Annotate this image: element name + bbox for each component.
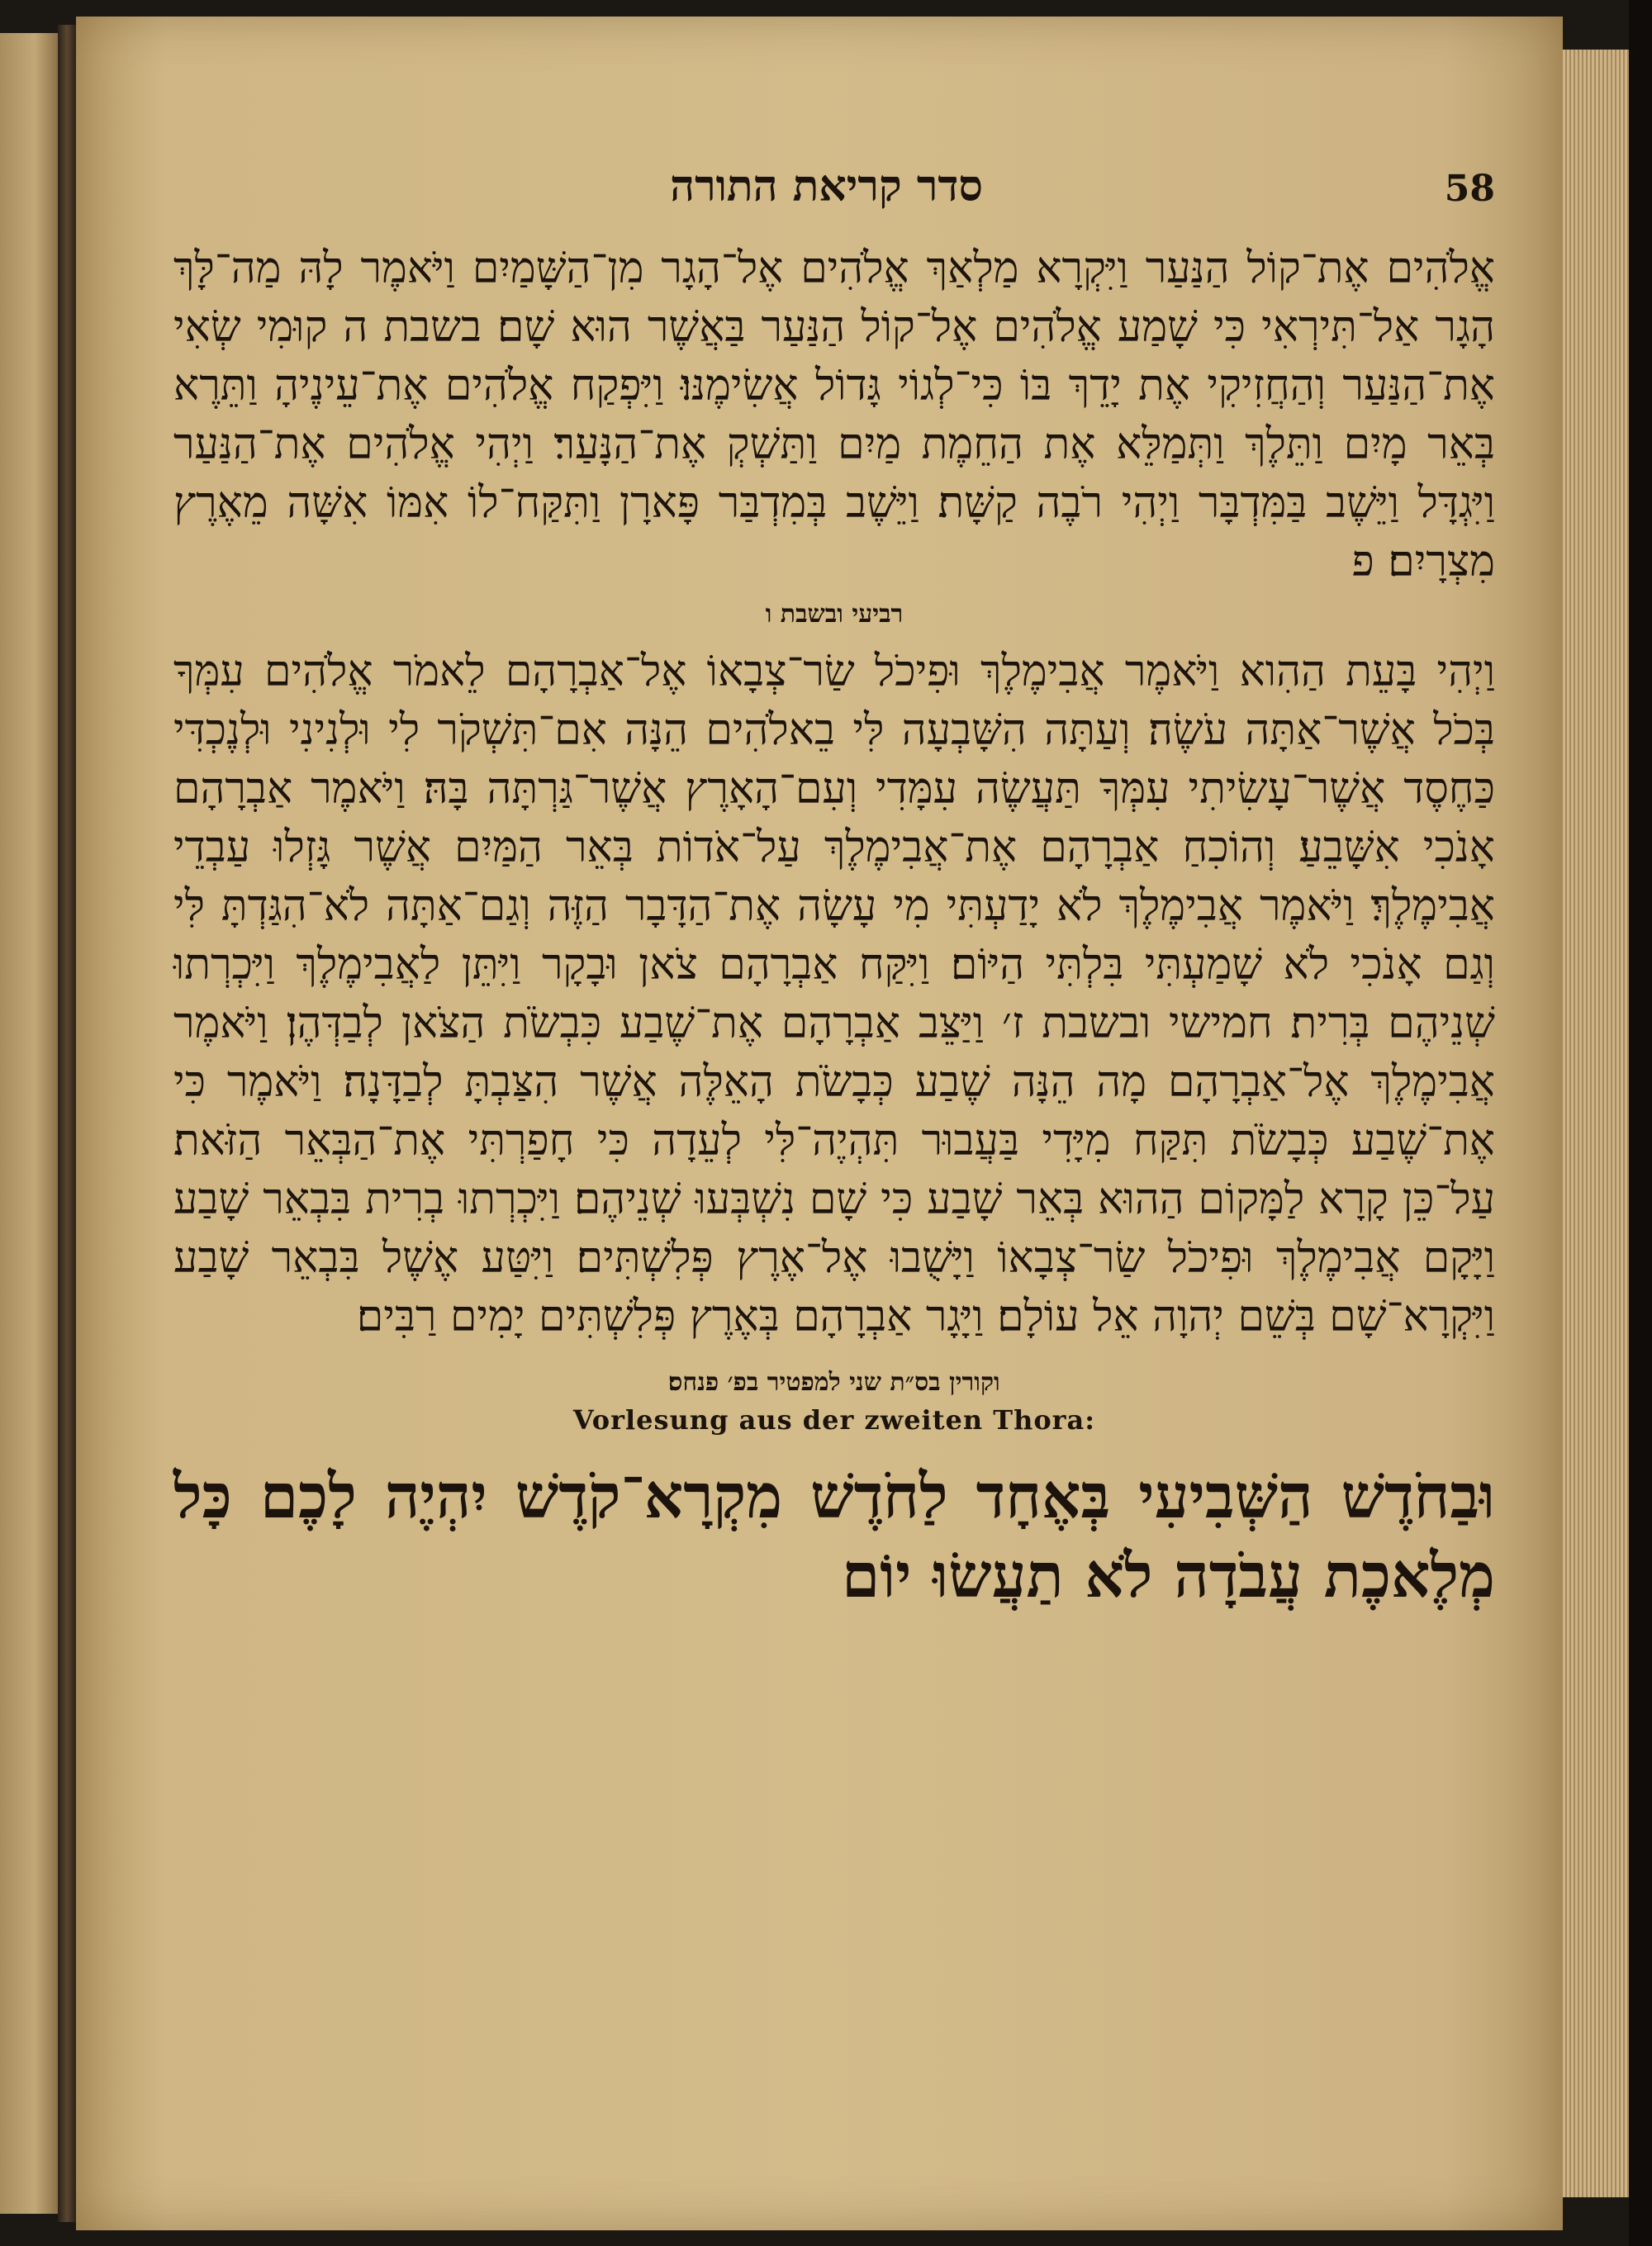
page-header (173, 161, 1495, 240)
running-title: סדר קריאת התורה (670, 161, 983, 211)
section-note-2: וקורין בס״ת שני למפטיר בפ׳ פנחס׃ (668, 1368, 1000, 1397)
text-paragraph-2: וַיְהִי בָּעֵת הַהִוא וַיֹּאמֶר אֲבִימֶלֶךְ וּפִיכֹל שַׂר־צְבָאוֹ אֶל־אַבְרָהָם לֵאמֹר אֱלֹהִים עִמְּךָ בְּכֹל אֲשֶׁר־אַתָּה עֹשֶׂה׃ וְעַתָּה הִשָּׁבְעָה לִּי בֵאלֹהִים הֵנָּה אִם־תִּשְׁקֹר לִי וּלְנִינִי וּלְנֶכְדִּי כַּחֶסֶד אֲשֶׁר־עָשִׂיתִי עִמְּךָ תַּעֲשֶׂה עִמָּדִי וְעִם־הָאָרֶץ אֲשֶׁר־גַּרְתָּה בָּהּ׃ וַיֹּאמֶר אַבְרָהָם אָנֹכִי אִשָּׁבֵעַ׃ וְהוֹכִחַ אַבְרָהָם אֶת־אֲבִימֶלֶךְ עַל־אֹדוֹת בְּאֵר הַמַּיִם אֲשֶׁר גָּזְלוּ עַבְדֵי אֲבִימֶלֶךְ׃ וַיֹּאמֶר אֲבִימֶלֶךְ לֹא יָדַעְתִּי מִי עָשָׂה אֶת־הַדָּבָר הַזֶּה וְגַם־אַתָּה לֹא־הִגַּדְתָּ לִּי וְגַם אָנֹכִי לֹא שָׁמַעְתִּי בִּלְתִּי הַיּוֹם׃ וַיִּקַּח אַבְרָהָם צֹאן וּבָקָר וַיִּתֵּן לַאֲבִימֶלֶךְ וַיִּכְרְתוּ שְׁנֵיהֶם בְּרִית׃ חמישי ובשבת ז׳ וַיַּצֵּב אַבְרָהָם אֶת־שֶׁבַע כִּבְשֹׂת הַצֹּאן לְבַדְּהֶן׃ וַיֹּאמֶר אֲבִימֶלֶךְ אֶל־אַבְרָהָם מָה הֵנָּה שֶׁבַע כְּבָשֹׂת הָאֵלֶּה אֲשֶׁר הִצַּבְתָּ לְבַדָּנָה׃ וַיֹּאמֶר כִּי אֶת־שֶׁבַע כְּבָשֹׂת תִּקַּח מִיָּדִי בַּעֲבוּר תִּהְיֶה־לִּי לְעֵדָה כִּי חָפַרְתִּי אֶת־הַבְּאֵר הַזֹּאת׃ עַל־כֵּן קָרָא לַמָּקוֹם הַהוּא בְּאֵר שָׁבַע כִּי שָׁם נִשְׁבְּעוּ שְׁנֵיהֶם׃ וַיִּכְרְתוּ בְרִית בִּבְאֵר שָׁבַע וַיָּקָם אֲבִימֶלֶךְ וּפִיכֹל שַׂר־צְבָאוֹ וַיָּשֻׁבוּ אֶל־אֶרֶץ פְּלִשְׁתִּים׃ וַיִּטַּע אֶשֶׁל בִּבְאֵר שָׁבַע וַיִּקְרָא־שָׁם בְּשֵׁם יְהוָה אֵל עוֹלָם׃ וַיָּגָר אַבְרָהָם בְּאֶרֶץ פְּלִשְׁתִּים יָמִים רַבִּים׃ (173, 647, 1495, 1341)
book-cover-edge (1629, 0, 1652, 2246)
page-edges (1563, 50, 1629, 2197)
section-note-1: רביעי ובשבת ו (765, 600, 904, 629)
text-paragraph-3: וּבַחֹדֶשׁ הַשְּׁבִיעִי בְּאֶחָד לַחֹדֶשׁ מִקְרָא־קֹדֶשׁ יִהְיֶה לָכֶם כָּל מְלֶאכֶת עֲבֹדָה לֹא תַעֲשׂוּ יוֹם (173, 1461, 1495, 1612)
text-paragraph-1: אֱלֹהִים אֶת־קוֹל הַנַּעַר וַיִּקְרָא מַלְאַךְ אֱלֹהִים אֶל־הָגָר מִן־הַשָּׁמַיִם וַיֹּאמֶר לָהּ מַה־לָּךְ הָגָר אַל־תִּירְאִי כִּי שָׁמַע אֱלֹהִים אֶל־קוֹל הַנַּעַר בַּאֲשֶׁר הוּא שָׁם׃ בשבת ה קוּמִי שְׂאִי אֶת־הַנַּעַר וְהַחֲזִיקִי אֶת יָדֵךְ בּוֹ כִּי־לְגוֹי גָּדוֹל אֲשִׂימֶנּוּ׃ וַיִּפְקַח אֱלֹהִים אֶת־עֵינֶיהָ וַתֵּרֶא בְּאֵר מָיִם וַתֵּלֶךְ וַתְּמַלֵּא אֶת הַחֵמֶת מַיִם וַתַּשְׁקְ אֶת־הַנָּעַר׃ וַיְהִי אֱלֹהִים אֶת־הַנַּעַר וַיִּגְדָּל וַיֵּשֶׁב בַּמִּדְבָּר וַיְהִי רֹבֶה קַשָּׁת׃ וַיֵּשֶׁב בְּמִדְבַּר פָּארָן וַתִּקַּח־לוֹ אִמּוֹ אִשָּׁה מֵאֶרֶץ מִצְרָיִם׃ פ (173, 244, 1495, 586)
book-gutter (58, 25, 76, 2222)
page-number: 58 (1444, 168, 1495, 210)
page-text-block (173, 161, 1495, 1616)
german-note: Vorlesung aus der zweiten Thora: (572, 1404, 1096, 1436)
left-page-edge (0, 33, 58, 2214)
